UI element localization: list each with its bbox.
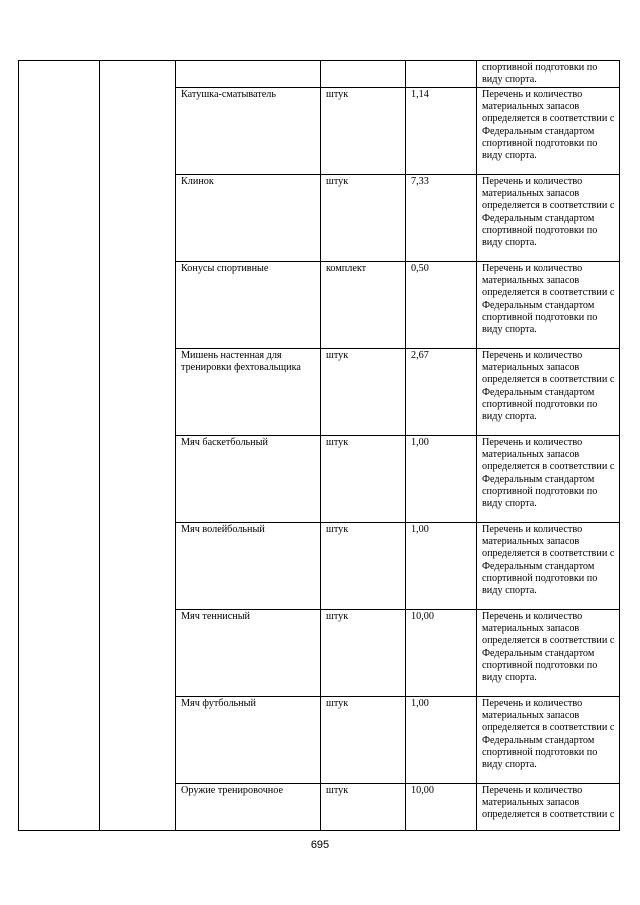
cell-note: Перечень и количество материальных запасов определяется в соответствии с Федеральным стандартом спортивной подготовки по виду спорта. xyxy=(477,697,620,784)
cell-name: Мяч баскетбольный xyxy=(176,436,321,523)
cell-unit: штук xyxy=(321,88,406,175)
merged-cell-left xyxy=(19,61,100,831)
cell-qty: 10,00 xyxy=(406,610,477,697)
cell-unit: штук xyxy=(321,523,406,610)
cell-unit: штук xyxy=(321,610,406,697)
cell-note: Перечень и количество материальных запасов определяется в соответствии с Федеральным стандартом спортивной подготовки по виду спорта. xyxy=(477,436,620,523)
cell-unit: штук xyxy=(321,175,406,262)
cell-qty: 2,67 xyxy=(406,349,477,436)
table-body xyxy=(19,61,620,831)
cell-unit: штук xyxy=(321,784,406,831)
cell-note: спортивной подготовки по виду спорта. xyxy=(477,61,620,88)
cell-note: Перечень и количество материальных запасов определяется в соответствии с Федеральным стандартом спортивной подготовки по виду спорта. xyxy=(477,523,620,610)
cell-qty: 1,14 xyxy=(406,88,477,175)
cell-name: Оружие тренировочное xyxy=(176,784,321,831)
cell-note: Перечень и количество материальных запасов определяется в соответствии с Федеральным стандартом спортивной подготовки по виду спорта. xyxy=(477,88,620,175)
cell-unit xyxy=(321,61,406,88)
merged-cell-second xyxy=(100,61,176,831)
cell-note: Перечень и количество материальных запасов определяется в соответствии с Федеральным стандартом спортивной подготовки по виду спорта. xyxy=(477,262,620,349)
cell-unit: штук xyxy=(321,436,406,523)
cell-unit: штук xyxy=(321,349,406,436)
cell-unit: комплект xyxy=(321,262,406,349)
cell-qty xyxy=(406,61,477,88)
cell-qty: 1,00 xyxy=(406,436,477,523)
cell-unit: штук xyxy=(321,697,406,784)
cell-name: Клинок xyxy=(176,175,321,262)
cell-note: Перечень и количество материальных запасов определяется в соответствии с Федеральным стандартом спортивной подготовки по виду спорта. xyxy=(477,610,620,697)
cell-note: Перечень и количество материальных запасов определяется в соответствии с Федеральным стандартом спортивной подготовки по виду спорта. xyxy=(477,175,620,262)
cell-qty: 1,00 xyxy=(406,697,477,784)
cell-note: Перечень и количество материальных запасов определяется в соответствии с xyxy=(477,784,620,831)
cell-note: Перечень и количество материальных запасов определяется в соответствии с Федеральным стандартом спортивной подготовки по виду спорта. xyxy=(477,349,620,436)
cell-qty: 0,50 xyxy=(406,262,477,349)
cell-name: Катушка-сматыватель xyxy=(176,88,321,175)
page-number: 695 xyxy=(310,839,330,851)
cell-name: Конусы спортивные xyxy=(176,262,321,349)
cell-name xyxy=(176,61,321,88)
cell-name: Мяч футбольный xyxy=(176,697,321,784)
cell-qty: 10,00 xyxy=(406,784,477,831)
cell-name: Мишень настенная для тренировки фехтовальщика xyxy=(176,349,321,436)
equipment-table xyxy=(18,60,620,831)
cell-name: Мяч волейбольный xyxy=(176,523,321,610)
cell-qty: 1,00 xyxy=(406,523,477,610)
table-row xyxy=(19,61,620,88)
cell-name: Мяч теннисный xyxy=(176,610,321,697)
cell-qty: 7,33 xyxy=(406,175,477,262)
